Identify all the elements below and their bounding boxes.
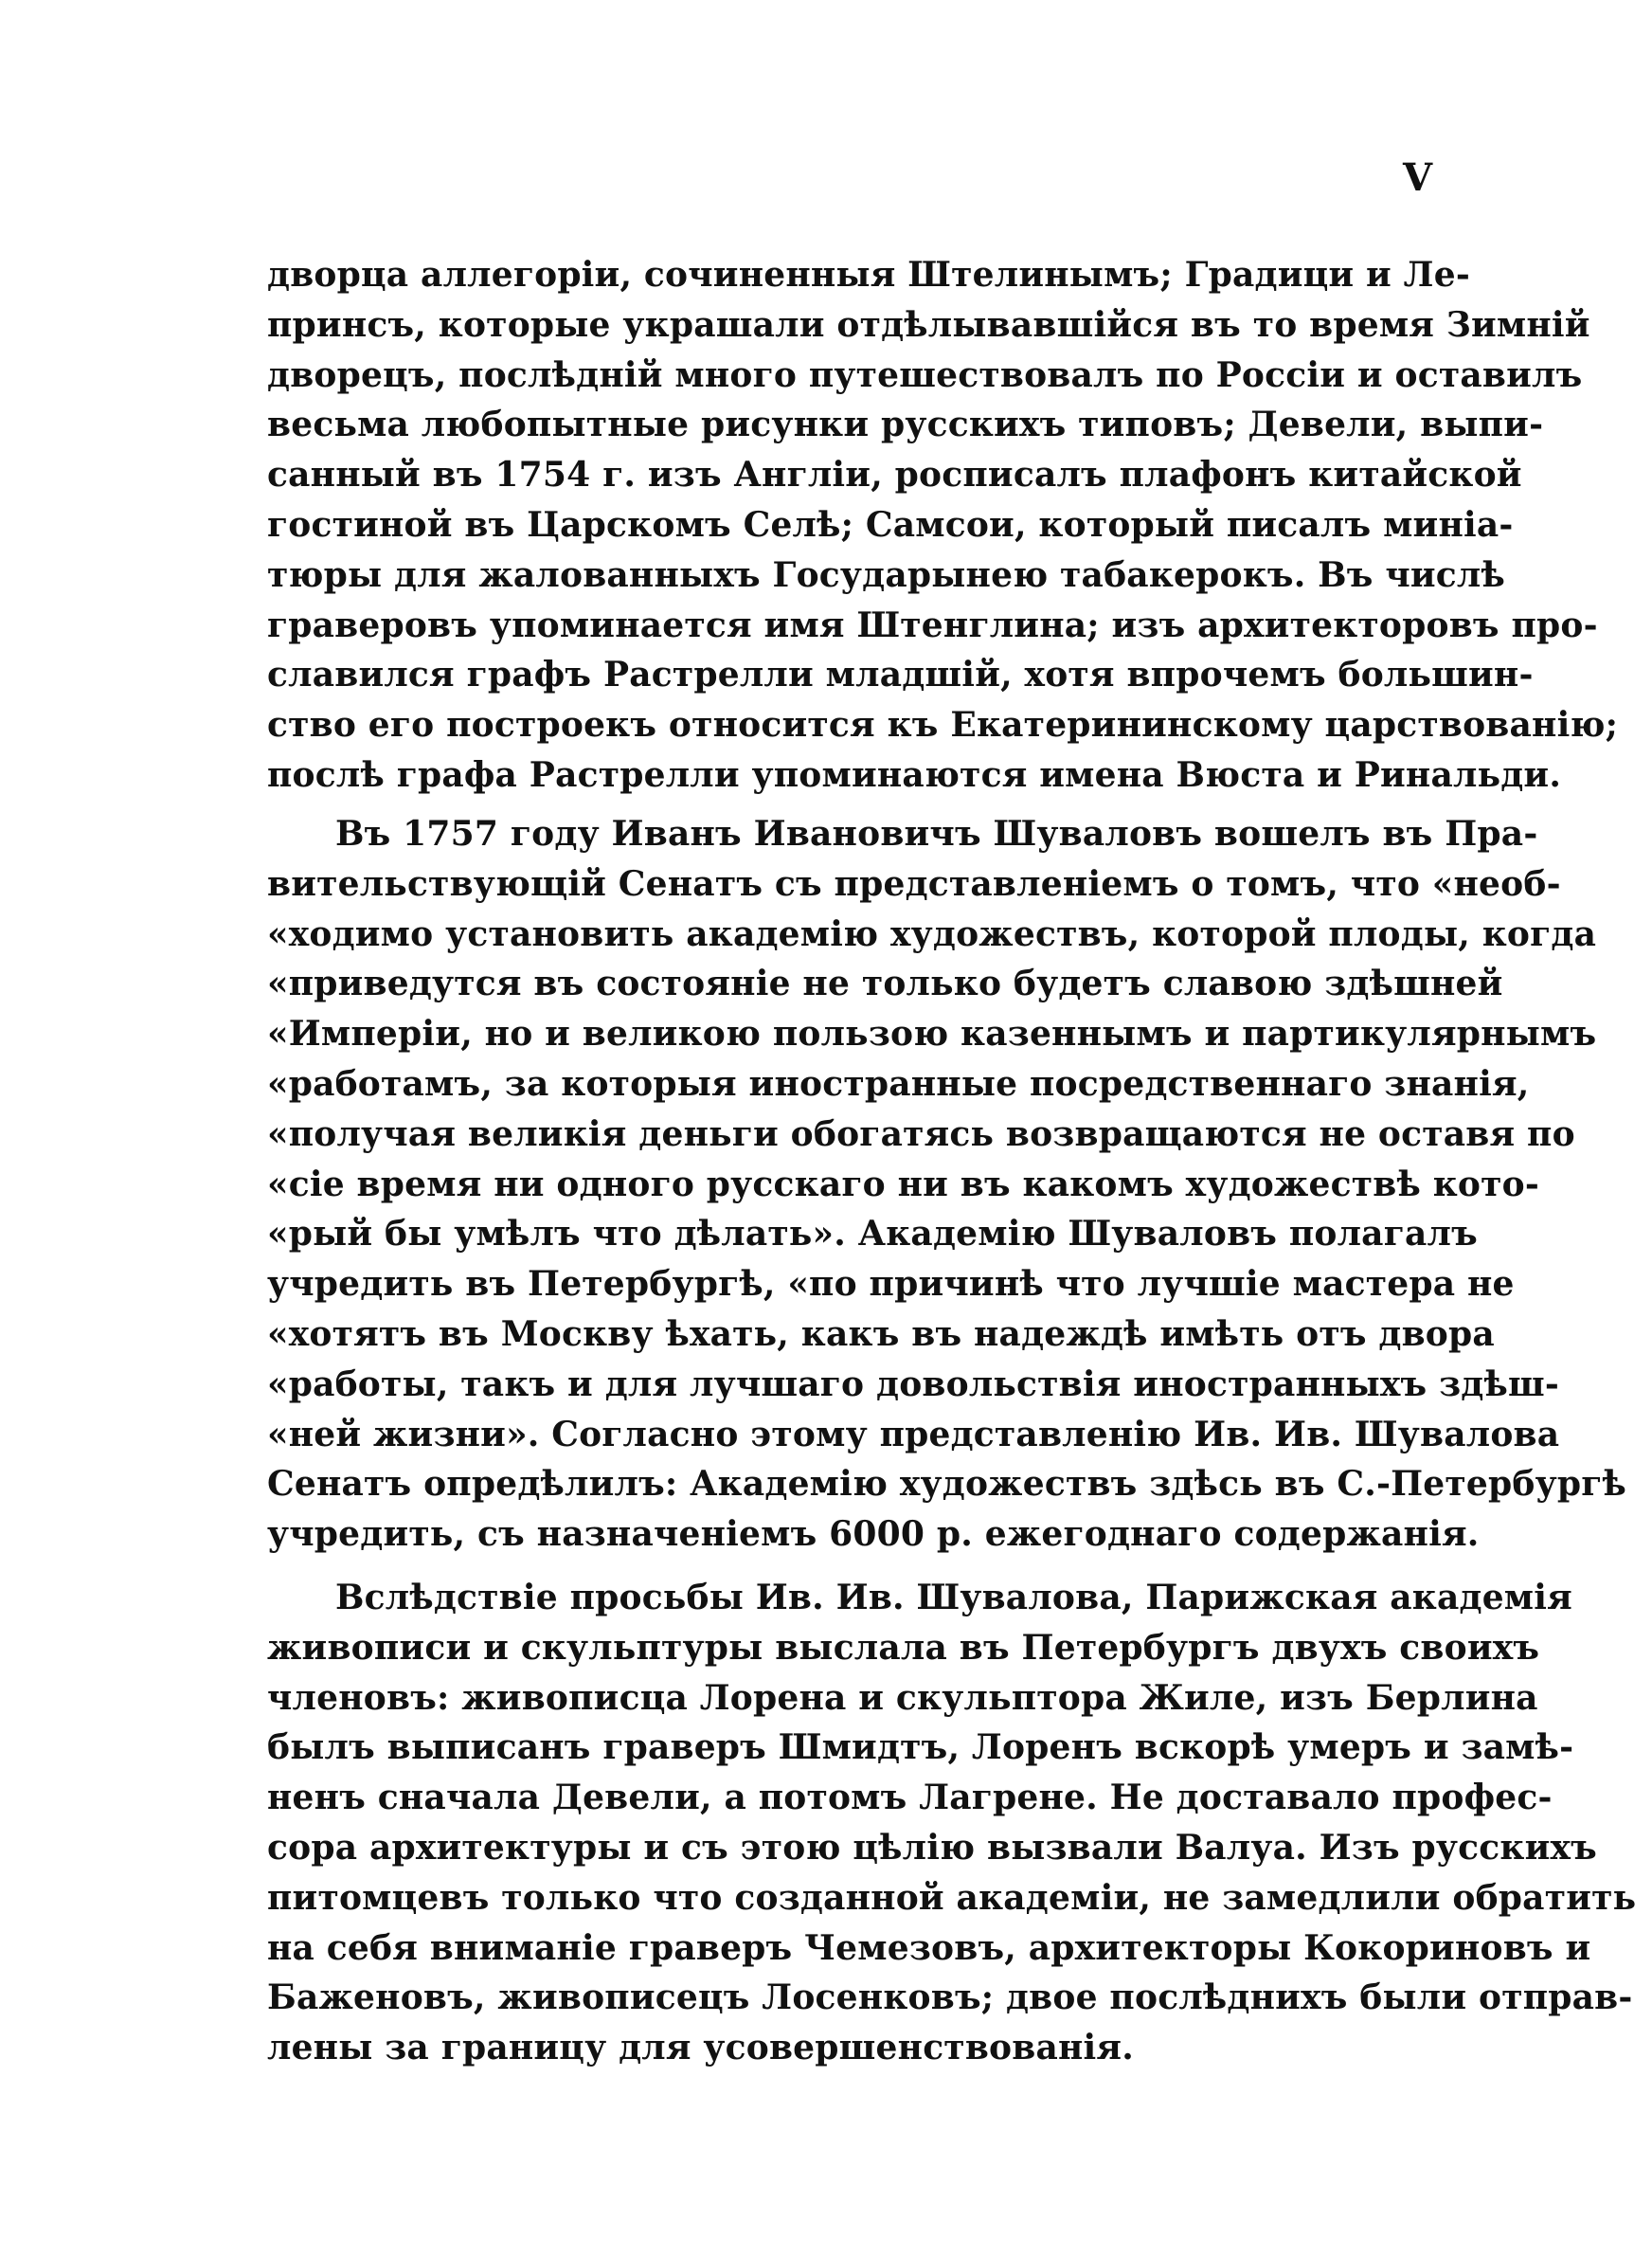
text-line: граверовъ упоминается имя Штенглина; изъ архитекторовъ про- xyxy=(267,605,1598,645)
text-line: на себя вниманіе граверъ Чемезовъ, архитекторы Кокориновъ и xyxy=(267,1927,1591,1968)
text-line: Баженовъ, живописецъ Лосенковъ; двое послѣднихъ были отправ- xyxy=(267,1977,1633,2018)
text-line: питомцевъ только что созданной академіи, не замедлили обратить xyxy=(267,1877,1637,1918)
text-line: принсъ, которые украшали отдѣлывавшійся въ то время Зимній xyxy=(267,304,1590,345)
page-number: V xyxy=(1402,155,1432,200)
text-line: сора архитектуры и съ этою цѣлію вызвали Валуа. Изъ русскихъ xyxy=(267,1827,1597,1868)
text-line: ство его построекъ относится къ Екатерининскому царствованію; xyxy=(267,705,1619,746)
text-line: живописи и скульптуры выслала въ Петербургъ двухъ своихъ xyxy=(267,1627,1540,1668)
text-line: «рый бы умѣлъ что дѣлать». Академію Шуваловъ полагалъ xyxy=(267,1214,1478,1255)
text-line: «сіе время ни одного русскаго ни въ какомъ художествѣ кото- xyxy=(267,1164,1539,1204)
text-line: былъ выписанъ граверъ Шмидтъ, Лоренъ вскорѣ умеръ и замѣ- xyxy=(267,1727,1574,1768)
text-line: «ней жизни». Согласно этому представленію Ив. Ив. Шувалова xyxy=(267,1414,1560,1454)
text-line: тюры для жалованныхъ Государынею табакерокъ. Въ числѣ xyxy=(267,554,1506,595)
text-line: ненъ сначала Девели, а потомъ Лагрене. Не доставало профес- xyxy=(267,1778,1553,1818)
text-line: послѣ графа Растрелли упоминаются имена Вюста и Ринальди. xyxy=(267,754,1562,795)
text-line: «хотятъ въ Москву ѣхать, какъ въ надеждѣ имѣть отъ двора xyxy=(267,1313,1495,1354)
text-line: санный въ 1754 г. изъ Англіи, росписалъ плафонъ китайской xyxy=(267,455,1522,496)
text-line: «ходимо установить академію художествъ, которой плоды, когда xyxy=(267,913,1597,954)
text-line: «работы, такъ и для лучшаго довольствія иностранныхъ здѣш- xyxy=(267,1363,1559,1404)
paragraph-1 xyxy=(267,250,1619,801)
text-line: «Имперіи, но и великою пользою казеннымъ и партикулярнымъ xyxy=(267,1014,1597,1055)
text-line: славился графъ Растрелли младшій, хотя впрочемъ большин- xyxy=(267,655,1534,695)
text-line: «работамъ, за которыя иностранные посредственнаго знанія, xyxy=(267,1063,1530,1104)
text-line: учредить въ Петербургѣ, «по причинѣ что лучшіе мастера не xyxy=(267,1264,1515,1305)
paragraph-2 xyxy=(267,809,1626,1560)
text-line: Вслѣдствіе просьбы Ив. Ив. Шувалова, Парижская академія xyxy=(335,1578,1572,1617)
text-line: весьма любопытные рисунки русскихъ типовъ; Девели, выпи- xyxy=(267,405,1544,445)
paragraph-3 xyxy=(267,1573,1637,2073)
text-line: Сенатъ опредѣлилъ: Академію художествъ здѣсь въ С.-Петербургѣ xyxy=(267,1464,1626,1505)
text-line: «получая великія деньги обогатясь возвращаются не оставя по xyxy=(267,1113,1575,1154)
text-line: членовъ: живописца Лорена и скульптора Жиле, изъ Берлина xyxy=(267,1677,1538,1718)
text-line: «приведутся въ состояніе не только будетъ славою здѣшней xyxy=(267,964,1503,1004)
text-line: учредить, съ назначеніемъ 6000 р. ежегоднаго содержанія. xyxy=(267,1514,1480,1555)
text-line: лены за границу для усовершенствованія. xyxy=(267,2028,1134,2068)
text-line: Въ 1757 году Иванъ Ивановичъ Шуваловъ вошелъ въ Пра- xyxy=(335,814,1538,854)
text-line: дворецъ, послѣдній много путешествовалъ по Россіи и оставилъ xyxy=(267,354,1583,395)
text-line: дворца аллегоріи, сочиненныя Штелинымъ; Градици и Ле- xyxy=(267,255,1470,295)
text-line: гостиной въ Царскомъ Селѣ; Самсои, который писалъ миніа- xyxy=(267,504,1514,545)
text-line: вительствующій Сенатъ съ представленіемъ о томъ, что «необ- xyxy=(267,863,1561,904)
